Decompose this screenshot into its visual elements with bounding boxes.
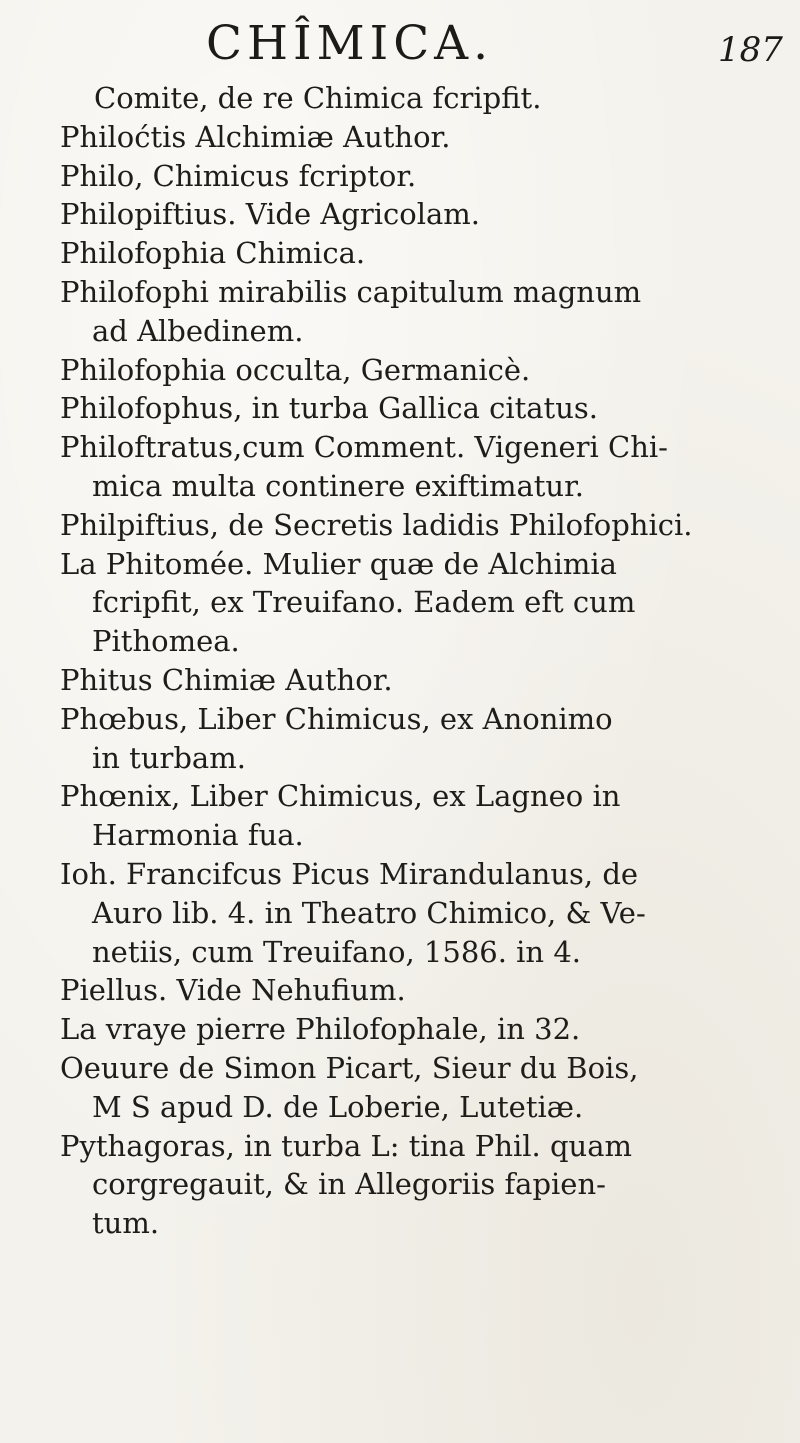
index-line: Philoćtis Alchimiæ Author.	[60, 119, 451, 154]
index-line: Comite, de re Chimica fcripfit.	[94, 81, 542, 115]
index-line: Philofophia occulta, Germanicè.	[60, 352, 531, 387]
index-line: Phœbus, Liber Chimicus, ex Anonimo	[60, 701, 613, 736]
index-line: La vraye pierre Philofophale, in 32.	[60, 1012, 581, 1047]
index-line: Philo, Chimicus fcriptor.	[60, 158, 417, 193]
index-line: Philofophia Chimica.	[60, 236, 366, 271]
index-line-continuation: Pithomea.	[92, 624, 240, 659]
index-line-continuation: tum.	[92, 1206, 160, 1241]
running-head	[0, 12, 800, 72]
index-line-continuation: netiis, cum Treuifano, 1586. in 4.	[92, 934, 581, 969]
index-line: Philofophus, in turba Gallica citatus.	[60, 391, 598, 426]
index-line-continuation: Harmonia fua.	[92, 818, 304, 853]
index-line: Ioh. Francifcus Picus Mirandulanus, de	[60, 856, 639, 891]
page-number: 187	[718, 30, 783, 70]
index-line: Phitus Chimiæ Author.	[60, 662, 393, 697]
index-line: Philofophi mirabilis capitulum magnum	[60, 274, 642, 309]
index-line-continuation: corgregauit, & in Allegoriis fapien-	[92, 1167, 606, 1202]
index-line-continuation: ad Albedinem.	[92, 313, 304, 348]
page-heading: CHÎMICA.	[206, 16, 494, 71]
index-line-continuation: in turbam.	[92, 740, 246, 775]
index-line-continuation: M S apud D. de Loberie, Lutetiæ.	[92, 1089, 584, 1124]
index-line: Phœnix, Liber Chimicus, ex Lagneo in	[60, 779, 621, 814]
index-line: Philopiftius. Vide Agricolam.	[60, 197, 480, 232]
index-line-continuation: mica multa continere exiftimatur.	[92, 468, 584, 503]
index-line-continuation: Auro lib. 4. in Theatro Chimico, & Ve-	[92, 895, 646, 930]
index-line-continuation: fcripfit, ex Treuifano. Eadem eft cum	[92, 585, 636, 620]
index-line: La Phitomée. Mulier quæ de Alchimia	[60, 546, 617, 581]
index-line: Piellus. Vide Nehufium.	[60, 973, 406, 1008]
index-line: Oeuure de Simon Picart, Sieur du Bois,	[60, 1050, 639, 1085]
index-line: Philoftratus,cum Comment. Vigeneri Chi-	[60, 430, 668, 465]
index-line: Philpiftius, de Secretis ladidis Philofophici.	[60, 507, 693, 542]
index-entries	[60, 79, 780, 1243]
index-line: Pythagoras, in turba L: tina Phil. quam	[60, 1128, 633, 1163]
